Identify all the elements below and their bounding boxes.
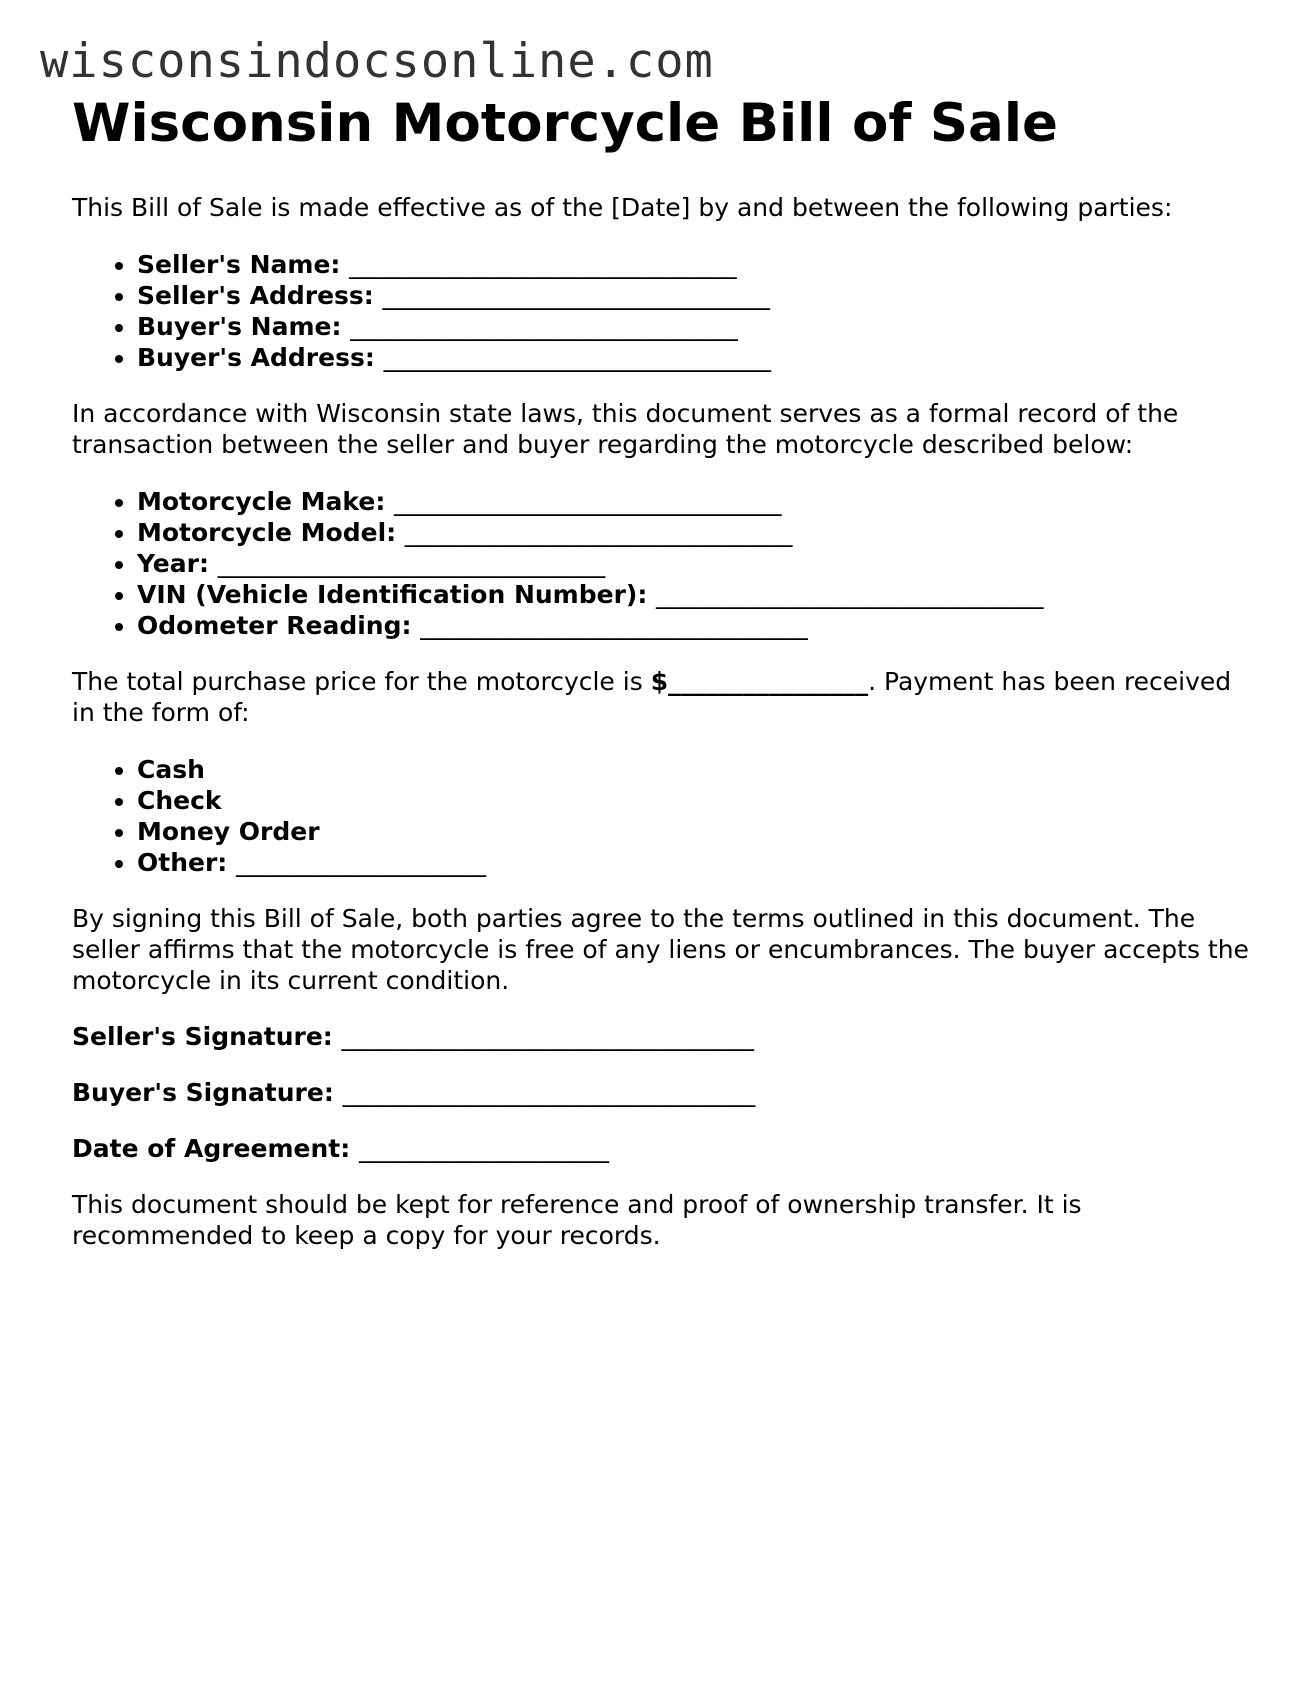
seller-address-blank[interactable]: _______________________________ xyxy=(382,280,771,310)
date-of-agreement-label: Date of Agreement: xyxy=(72,1133,351,1163)
other-label: Other: xyxy=(137,847,228,877)
list-item xyxy=(137,548,1252,579)
watermark: wisconsindocsonline.com xyxy=(40,34,714,89)
buyer-name-label: Buyer's Name: xyxy=(137,311,342,341)
other-blank[interactable]: ____________________ xyxy=(236,847,487,877)
vin-blank[interactable]: _______________________________ xyxy=(656,579,1044,609)
buyer-signature-label: Buyer's Signature: xyxy=(72,1077,334,1107)
list-item xyxy=(137,280,1252,311)
agreement-paragraph: By signing this Bill of Sale, both parties agree to the terms outlined in this document. The seller affirms that the motorcycle is free of any liens or encumbrances. The buyer accepts the motorcycle in its current condition. xyxy=(72,903,1249,995)
payment-list xyxy=(72,754,1252,878)
list-item xyxy=(137,579,1252,610)
payment-option-check: • Check xyxy=(137,785,1252,816)
accordance-paragraph: In accordance with Wisconsin state laws, this document serves as a formal record of the transaction between the seller and buyer regarding the motorcycle described below: xyxy=(72,398,1179,459)
list-item xyxy=(137,517,1252,548)
odometer-label: Odometer Reading: xyxy=(137,610,412,640)
year-label: Year: xyxy=(137,548,209,578)
model-label: Motorcycle Model: xyxy=(137,517,397,547)
list-item xyxy=(137,249,1252,280)
odometer-blank[interactable]: _______________________________ xyxy=(420,610,808,640)
seller-signature-blank[interactable]: _________________________________ xyxy=(341,1021,755,1051)
price-amount-blank[interactable]: $________________ xyxy=(650,666,869,696)
payment-option-money-order: • Money Order xyxy=(137,816,1252,847)
buyer-signature-blank[interactable]: _________________________________ xyxy=(342,1077,756,1107)
closing-paragraph: This document should be kept for reference and proof of ownership transfer. It is recommended to keep a copy for your records. xyxy=(72,1189,1082,1250)
make-blank[interactable]: _______________________________ xyxy=(394,486,782,516)
buyer-address-blank[interactable]: _______________________________ xyxy=(383,342,772,372)
make-label: Motorcycle Make: xyxy=(137,486,386,516)
payment-option-cash: • Cash xyxy=(137,754,1252,785)
payment-option-other xyxy=(137,847,1252,878)
document-page xyxy=(72,92,1252,1251)
price-text-before: The total purchase price for the motorcycle is xyxy=(72,666,651,696)
seller-signature-line xyxy=(72,1021,1252,1052)
price-paragraph xyxy=(72,666,1252,728)
price-text-after: . Payment has been received in the form of: xyxy=(72,666,1232,727)
vehicle-list xyxy=(72,486,1252,641)
vin-label: VIN (Vehicle Identification Number): xyxy=(137,579,648,609)
seller-name-label: Seller's Name: xyxy=(137,249,341,279)
seller-signature-label: Seller's Signature: xyxy=(72,1021,333,1051)
document-title: Wisconsin Motorcycle Bill of Sale xyxy=(72,93,1058,154)
buyer-address-label: Buyer's Address: xyxy=(137,342,375,372)
intro-paragraph: This Bill of Sale is made effective as of the [Date] by and between the following parties: xyxy=(72,192,1173,222)
list-item xyxy=(137,342,1252,373)
parties-list xyxy=(72,249,1252,373)
buyer-signature-line xyxy=(72,1077,1252,1108)
list-item xyxy=(137,610,1252,641)
seller-name-blank[interactable]: _______________________________ xyxy=(349,249,737,279)
list-item xyxy=(137,311,1252,342)
date-of-agreement-line xyxy=(72,1133,1252,1164)
list-item xyxy=(137,486,1252,517)
year-blank[interactable]: _______________________________ xyxy=(217,548,606,578)
seller-address-label: Seller's Address: xyxy=(137,280,374,310)
date-of-agreement-blank[interactable]: ____________________ xyxy=(358,1133,609,1163)
buyer-name-blank[interactable]: _______________________________ xyxy=(350,311,738,341)
model-blank[interactable]: _______________________________ xyxy=(404,517,793,547)
